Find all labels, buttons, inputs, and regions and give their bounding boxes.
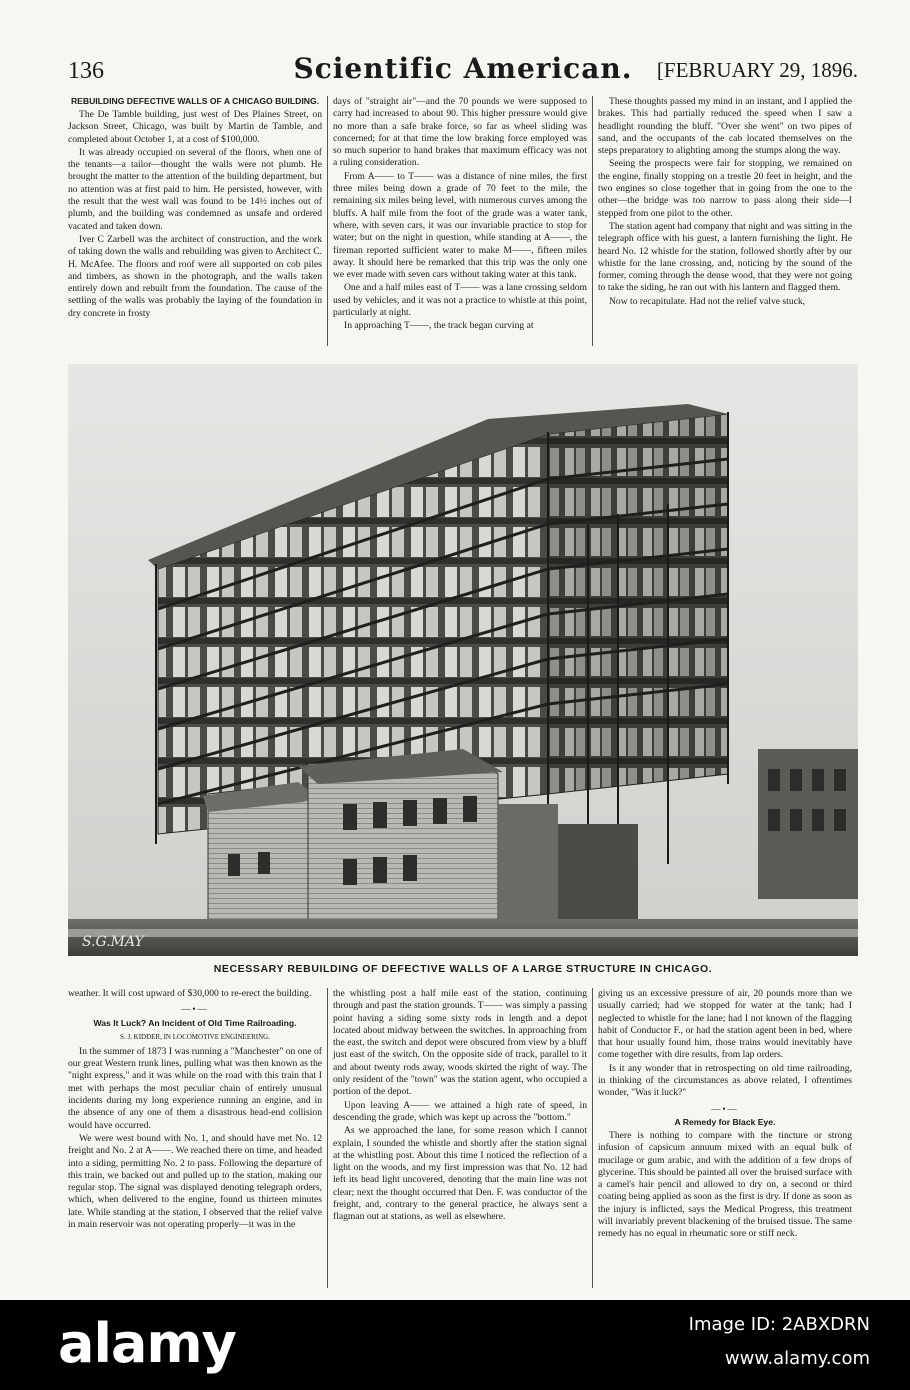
watermark-footer (0, 1300, 910, 1390)
image-id: Image ID: 2ABXDRN (688, 1314, 870, 1335)
paragraph: weather. It will cost upward of $30,000 to re-erect the building. (68, 988, 312, 999)
paragraph: From A—— to T—— was a distance of nine miles, the first three miles being down a grade of 70 feet to the mile, the remaining six miles being level, with numerous curves among the bluffs. A half mile from the foot of the grade was a water tank, where, with seven cars, it was our invariable practice to stop for water; but on the night in question, while standing at A——, the fireman reported sufficient water to make M——, fifteen miles away. It should here be remarked that this trip was the only one we ever made with seven cars without taking water at this tank. (333, 170, 587, 281)
column-2-top (333, 96, 587, 334)
column-3-bottom (598, 988, 852, 1242)
column-rule (592, 988, 593, 1288)
separator: —•— (181, 1004, 209, 1015)
photo-signature: S.G.MAY (82, 934, 144, 950)
paragraph: giving us an excessive pressure of air, 20 pounds more than we usually carried; had we stopped for water at the tank; had I neglected to whistle for the lane; had I not known of the flagging habit of Conductor F., or had the station agent been in bed, where that hour usually found him, those trains would inevitably have come together with dire results, from lap orders. (598, 988, 852, 1061)
column-rule (592, 96, 593, 346)
paragraph: There is nothing to compare with the tincture or strong infusion of capsicum annuum mixed with an equal bulk of mucilage or gum arabic, and with the addition of a few drops of glycerine. This should be painted all over the bruised surface with a camel's hair pencil and allowed to dry on, a second or third coating being applied as soon as the first is dry. If done as soon as the injury is inflicted, says the Medical Progress, this treatment will invariably prevent blackening of the bruised tissue. The same remedy has no equal in rheumatic sore or stiff neck. (598, 1129, 852, 1240)
column-1-top (68, 96, 322, 321)
separator: —•— (711, 1103, 739, 1114)
paragraph: In approaching T——, the track began curving at (344, 320, 534, 332)
page-number: 136 (68, 58, 104, 84)
paragraph: These thoughts passed my mind in an instant, and I applied the brakes. This had partially reduced the speed when I saw a headlight rounding the bluff. "Over she went" on two pipes of sand, and the occupants of the cab located themselves on the steps preparatory to alighting among the stumps along the way. (598, 96, 852, 157)
article-title-was-it-luck: Was It Luck? An Incident of Old Time Railroading. (93, 1017, 297, 1028)
column-3-top (598, 96, 852, 309)
building-photograph (68, 364, 858, 956)
paragraph: Is it any wonder that in retrospecting on old time railroading, in thinking of the circumstances as above related, I oftentimes wonder, "Was it luck?" (598, 1062, 852, 1099)
issue-date: [FEBRUARY 29, 1896. (656, 58, 858, 82)
paragraph: Iver C Zarbell was the architect of construction, and the work of taking down the walls and rebuilding was given to Architect C. H. McAfee. The floors and roof were all supported on cob piles and timbers, as shown in the photograph, and the walls taken entirely down and rebuilt from the foundation. The cause of the settling of the walls was probably the laying of the foundation in dry concrete in frosty (68, 233, 322, 319)
article-title-black-eye: A Remedy for Black Eye. (674, 1116, 776, 1127)
paragraph: One and a half miles east of T—— was a lane crossing seldom used by vehicles, and it was not a practice to whistle at this point, particularly at night. (333, 282, 587, 319)
paragraph: Upon leaving A—— we attained a high rate of speed, in descending the grade, which was kept up across the "bottom." (333, 1099, 587, 1123)
paragraph: We were west bound with No. 1, and should have met No. 12 freight and No. 2 at A——. We reached there on time, and headed into a siding, permitting No. 2 to pass. Following the departure of this train, we backed out and pulled up to the station, making our regular stop. The signal was displayed denoting telegraph orders, which, when delivered to the engine, found us thirteen minutes late. While standing at the station, I observed that the relief valve in main reservoir was not operating properly—it was in the (68, 1132, 322, 1231)
paragraph: The station agent had company that night and was sitting in the telegraph office with his guest, a lantern furnishing the light. He heard No. 12 whistle for the station, followed shortly after by our whistle for the lane crossing, and, noticing by the sound of the former, coming through the dense wood, that they were not going to take the siding, he ran out with his lantern and flagged them. (598, 220, 852, 294)
paragraph: It was already occupied on several of the floors, when one of the tenants—a tailor—thought the walls were not plumb. He brought the matter to the attention of the building department, but no attention was at first paid to him. He persisted, however, with the result that the west wall was found to be 14½ inches out of plumb, and the building was condemned as unsafe and ordered vacated and taken down. (68, 146, 322, 232)
paragraph: Now to recapitulate. Had not the relief valve stuck, (609, 295, 806, 307)
paragraph: The De Tamble building, just west of Des Plaines Street, on Jackson Street, Chicago, was built by Martin de Tamble, and completed about October 1, at a cost of $100,000. (68, 109, 322, 145)
paragraph: Seeing the prospects were fair for stopping, we remained on the engine, finally stopping on a trestle 20 feet in height, and the two engines so close together that in going from the one to the other—the bridge was too narrow to pass along their side—I stepped from one pilot to the other. (598, 158, 852, 219)
masthead: Scientific American. (293, 52, 633, 85)
column-rule (327, 96, 328, 346)
article-title-rebuilding: REBUILDING DEFECTIVE WALLS OF A CHICAGO BUILDING. (70, 96, 320, 106)
alamy-logo: alamy (58, 1312, 236, 1375)
article-byline: S. J. KIDDER, IN LOCOMOTIVE ENGINEERING. (120, 1032, 270, 1041)
paragraph: As we approached the lane, for some reason which I cannot explain, I sounded the whistle and shortly after the station signal at the whistling post. About this time I noticed the reflection of a light on the woods, and my first impression was that No. 12 had left its head light uncovered, denoting that the main line was not clear; next the thought occurred that Den. F. was conductor of the freight, and, contrary to the general practice, he always sent a flagman out at stations, as well as elsewhere. (333, 1125, 587, 1223)
photo-caption: NECESSARY REBUILDING OF DEFECTIVE WALLS OF A LARGE STRUCTURE IN CHICAGO. (213, 963, 713, 975)
page-header (68, 52, 858, 90)
site-url: www.alamy.com (724, 1348, 870, 1369)
paragraph: In the summer of 1873 I was running a "Manchester" on one of our great Western trunk lines, pulling what was then known as the "night express," and it was while on the road with this train that I met with perhaps the most peculiar chain of entirely unusual incidents during my long experience running an engine, and in the absence of any one of them a disastrous head-end collision would have occurred. (68, 1045, 322, 1131)
paragraph: the whistling post a half mile east of the station, continuing through and past the station grounds. T—— was simply a passing point having a siding some sixty rods in length and a depot located about midway between the switches. In approaching from the east, the switch and depot were obscured from view by a bluff just east of the switch. On the opposite side of track, parallel to it and about twenty rods away, woods skirted the right of way. The only resident of the "town" was the station agent, who occupied a portion of the depot. (333, 988, 587, 1098)
column-rule (327, 988, 328, 1288)
paragraph: days of "straight air"—and the 70 pounds we were supposed to carry had increased to about 90. This higher pressure would give no more than a safe brake force, so far as wheel sliding was concerned; for at that time the low braking force employed was so much superior to hand brakes that maximum efficacy was not a ruling consideration. (333, 96, 587, 169)
column-1-bottom (68, 988, 322, 1232)
column-2-bottom (333, 988, 587, 1225)
